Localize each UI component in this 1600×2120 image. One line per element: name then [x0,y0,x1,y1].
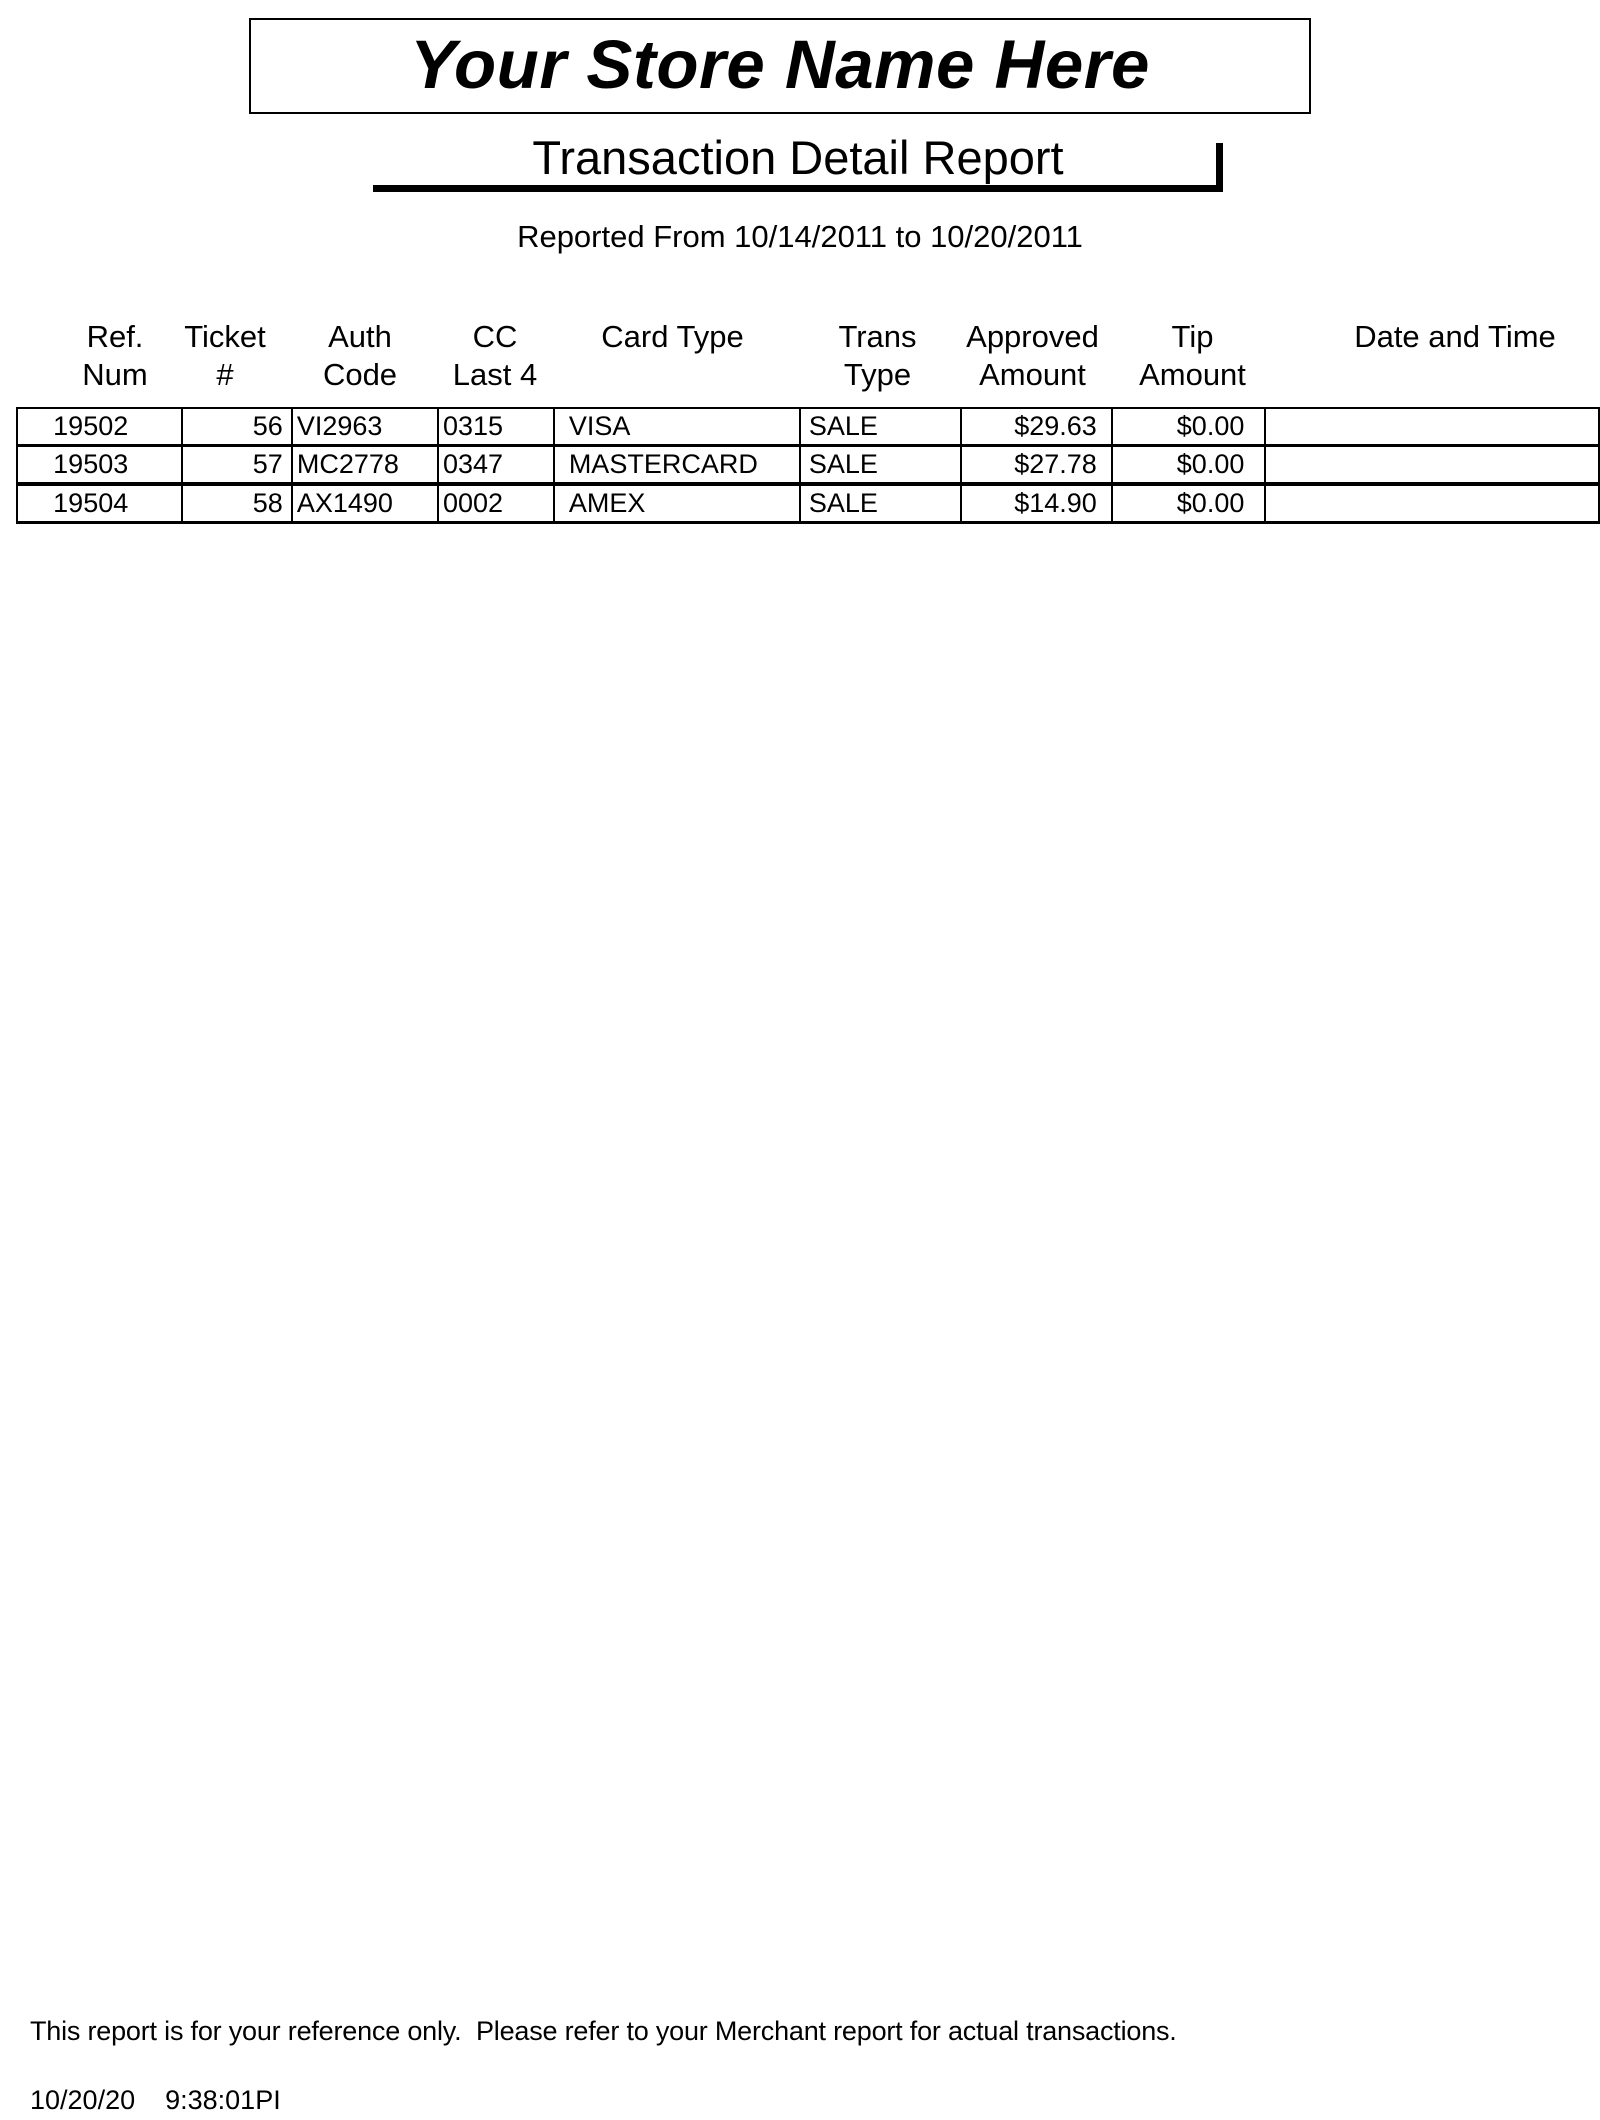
report-title: Transaction Detail Report [532,131,1064,184]
cell-ticket: 56 [182,408,291,446]
header-ticket-line1: Ticket [184,319,266,354]
header-auth-line1: Auth [328,319,392,354]
footer-time: 9:38:01PI [165,2085,281,2115]
header-tip-line1: Tip [1171,319,1214,354]
title-underline [373,185,1223,192]
header-ref-line2: Num [82,357,148,392]
header-ref-num [60,318,170,394]
cell-ticket: 58 [182,484,291,523]
cell-card-type: VISA [554,408,800,446]
title-underline-tick [1216,143,1223,191]
cell-tip-amount: $0.00 [1112,408,1266,446]
cell-ticket: 57 [182,446,291,485]
store-name-box [249,18,1311,114]
cell-approved-amount: $27.78 [961,446,1112,485]
cell-auth-code: MC2778 [292,446,438,485]
transaction-table [16,407,1600,524]
cell-tip-amount: $0.00 [1112,446,1266,485]
cell-ref-num: 19504 [17,484,182,523]
header-cc-line1: CC [472,319,518,354]
header-trans-type [820,318,935,394]
header-approved-line2: Amount [979,357,1086,392]
cell-trans-type: SALE [800,408,961,446]
header-ticket-line2: # [216,357,234,392]
header-datetime-line1: Date and Time [1354,319,1556,354]
header-trans-line2: Type [843,357,912,392]
table-row [17,446,1599,485]
cell-date-time [1265,484,1599,523]
header-approved-line1: Approved [966,319,1099,354]
cell-card-type: AMEX [554,484,800,523]
header-cc-line2: Last 4 [452,357,538,392]
cell-ref-num: 19502 [17,408,182,446]
header-tip-amount [1130,318,1255,394]
footer-date: 10/20/20 [30,2085,136,2115]
header-card-type-line1: Card Type [601,319,744,354]
cell-tip-amount: $0.00 [1112,484,1266,523]
cell-auth-code: AX1490 [292,484,438,523]
header-tip-line2: Amount [1139,357,1246,392]
header-trans-line1: Trans [838,319,917,354]
header-approved-amount [955,318,1110,394]
header-card-type [580,318,765,356]
cell-cc-last4: 0002 [438,484,554,523]
header-auth-line2: Code [322,357,398,392]
footer-disclaimer: This report is for your reference only. Please refer to your Merchant report for actual transactions. [30,2016,1177,2046]
cell-date-time [1265,408,1599,446]
table-row [17,408,1599,446]
date-range: Reported From 10/14/2011 to 10/20/2011 [517,219,1083,254]
header-auth-code [305,318,415,394]
cell-approved-amount: $29.63 [961,408,1112,446]
header-date-time [1320,318,1590,356]
cell-cc-last4: 0347 [438,446,554,485]
cell-date-time [1265,446,1599,485]
cell-auth-code: VI2963 [292,408,438,446]
cell-cc-last4: 0315 [438,408,554,446]
header-cc-last4 [440,318,550,394]
footer-timestamp [30,2083,281,2117]
cell-trans-type: SALE [800,446,961,485]
header-ticket [175,318,275,394]
table-row [17,484,1599,523]
cell-approved-amount: $14.90 [961,484,1112,523]
cell-ref-num: 19503 [17,446,182,485]
store-name: Your Store Name Here [410,25,1150,103]
cell-trans-type: SALE [800,484,961,523]
header-ref-line1: Ref. [86,319,144,354]
cell-card-type: MASTERCARD [554,446,800,485]
